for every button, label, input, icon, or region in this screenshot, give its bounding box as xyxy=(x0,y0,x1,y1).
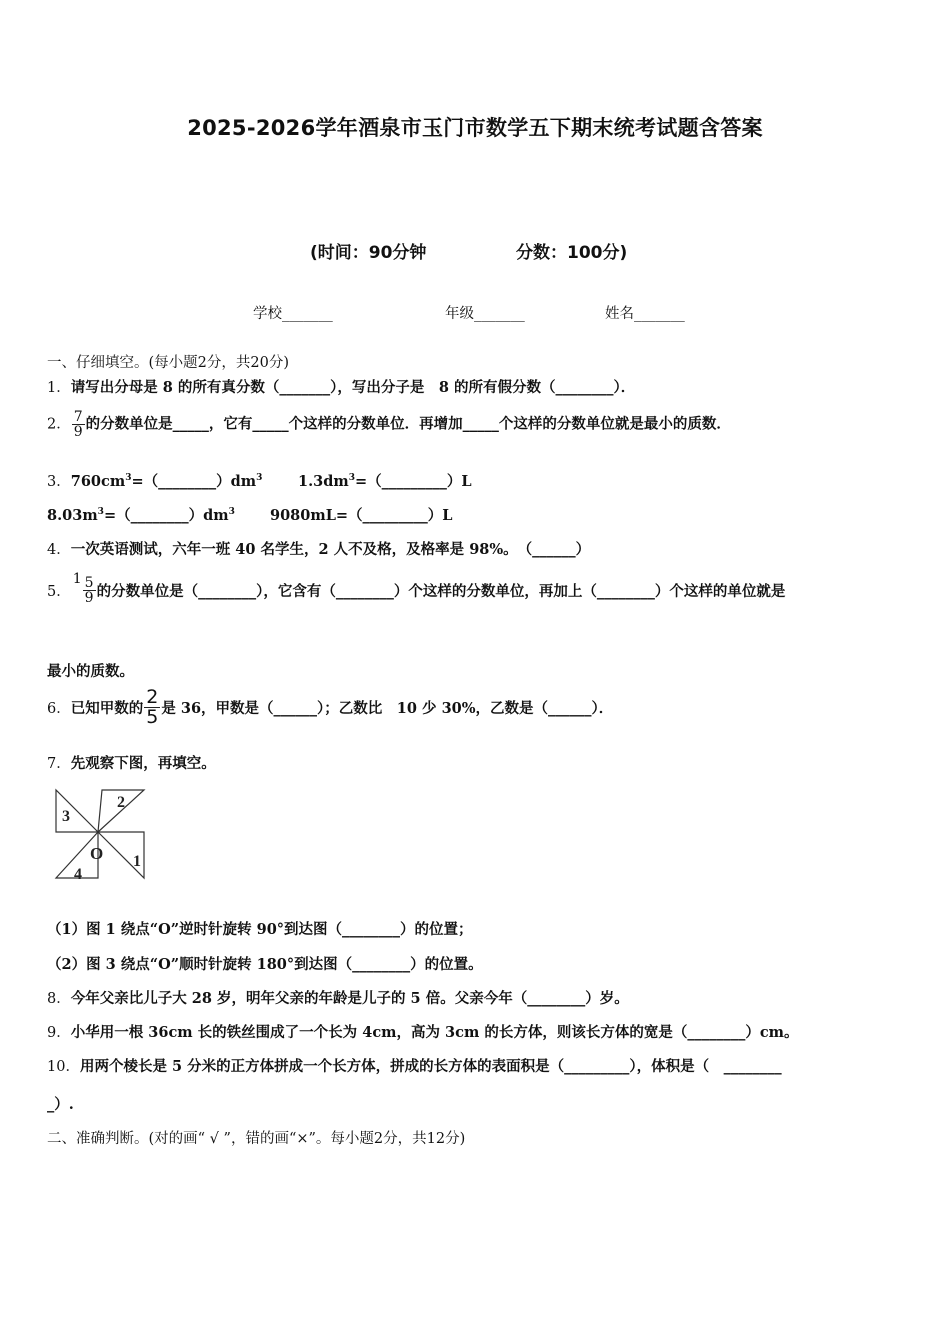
question-7-part-2: （2）图 3 绕点“O”顺时针旋转 180°到达图（________）的位置。 xyxy=(47,956,483,973)
question-3-row-2b xyxy=(270,504,453,525)
question-2 xyxy=(47,410,731,439)
question-number: 10． xyxy=(47,1059,80,1075)
question-text: 小华用一根 36cm 长的铁丝围成了一个长为 4cm，高为 3cm 的长方体，则该长方体的宽是（________）cm。 xyxy=(70,1024,799,1041)
question-text: 先观察下图，再填空。 xyxy=(70,755,216,772)
page-title: 2025-2026学年酒泉市玉门市数学五下期末统考试题含答案 xyxy=(187,116,763,140)
unit-conversion-a: 760cm xyxy=(70,473,126,490)
question-9 xyxy=(47,1021,799,1042)
question-3-row-2 xyxy=(47,504,235,525)
question-text: 一次英语测试，六年一班 40 名学生，2 人不及格，及格率是 98%。 （______） xyxy=(70,541,591,558)
question-3-row-1b xyxy=(298,470,472,491)
question-4 xyxy=(47,538,590,559)
question-number: 7． xyxy=(47,756,71,772)
rotation-figure xyxy=(52,786,150,886)
question-text: 的分数单位是（________），它含有（________）个这样的分数单位，再加上（________）个这样的单位就是 xyxy=(96,583,786,600)
question-text: 请写出分母是 8 的所有真分数（_______），写出分子是 8 的所有假分数（________）． xyxy=(70,379,636,396)
mixed-number-whole: 1 xyxy=(72,570,82,587)
question-10 xyxy=(47,1055,782,1076)
figure-label-2: 2 xyxy=(117,794,125,811)
unit-conversion-b-answer: =（_________）L xyxy=(354,473,472,490)
unit-conversion-d: 9080mL=（_________）L xyxy=(270,507,453,524)
figure-label-3: 3 xyxy=(62,808,70,825)
cube-superscript: 3 xyxy=(348,473,355,484)
question-number: 8． xyxy=(47,991,71,1007)
question-number: 2． xyxy=(47,416,71,433)
question-7 xyxy=(47,752,216,773)
fraction-numerator: 2 xyxy=(146,686,159,708)
question-8 xyxy=(47,987,629,1008)
question-6 xyxy=(47,688,613,727)
fraction-denominator: 9 xyxy=(73,424,83,440)
fraction-denominator: 5 xyxy=(146,706,159,728)
fraction xyxy=(144,688,160,727)
section2-heading: 二、准确判断。(对的画“ √ ”，错的画“×”。每小题2分，共12分) xyxy=(47,1131,466,1147)
question-number: 5． xyxy=(47,584,71,600)
figure-label-1: 1 xyxy=(133,853,141,870)
figure-center-o: O xyxy=(90,844,104,863)
question-number: 1． xyxy=(47,380,71,396)
time-limit: (时间：90分钟 xyxy=(310,243,427,263)
question-text: 是 36，甲数是（______）；乙数比 10 少 30%，乙数是（______）． xyxy=(161,700,614,717)
question-number: 9． xyxy=(47,1025,71,1041)
fraction xyxy=(83,576,96,605)
cube-superscript: 3 xyxy=(256,473,263,484)
fraction xyxy=(72,410,85,439)
name-field[interactable]: 姓名_______ xyxy=(605,306,685,322)
figure-label-4: 4 xyxy=(74,866,82,883)
question-3-row-1 xyxy=(47,470,262,491)
fraction-denominator: 9 xyxy=(84,590,94,606)
school-field[interactable]: 学校_______ xyxy=(253,306,333,322)
question-7-part-1: （1）图 1 绕点“O”逆时针旋转 90°到达图（________）的位置； xyxy=(47,921,473,938)
question-text: 的分数单位是_____，它有_____个这样的分数单位．再增加_____个这样的分数单位就是最小的质数． xyxy=(85,415,731,433)
cube-superscript: 3 xyxy=(97,507,104,518)
question-5 xyxy=(47,570,786,606)
unit-conversion-b: 1.3dm xyxy=(298,473,349,490)
question-10-continued: _）. xyxy=(47,1096,74,1113)
fraction-numerator: 7 xyxy=(73,409,83,425)
question-1 xyxy=(47,376,635,397)
cube-superscript: 3 xyxy=(125,473,132,484)
question-number: 3． xyxy=(47,474,71,490)
question-text: 用两个棱长是 5 分米的正方体拼成一个长方体，拼成的长方体的表面积是（_________），体积是（ ________ xyxy=(79,1058,782,1075)
section1-heading: 一、仔细填空。(每小题2分，共20分) xyxy=(47,355,289,371)
fraction-numerator: 5 xyxy=(84,575,94,591)
question-text-prefix: 已知甲数的 xyxy=(70,700,144,717)
unit-conversion-a-answer: =（________）dm xyxy=(131,473,257,490)
cube-superscript: 3 xyxy=(228,507,235,518)
question-5-continued: 最小的质数。 xyxy=(47,663,134,680)
total-score: 分数：100分) xyxy=(516,243,628,263)
grade-field[interactable]: 年级_______ xyxy=(445,306,525,322)
question-text: 今年父亲比儿子大 28 岁，明年父亲的年龄是儿子的 5 倍。父亲今年（________）岁。 xyxy=(70,990,629,1007)
question-number: 6． xyxy=(47,701,71,717)
question-number: 4． xyxy=(47,542,71,558)
unit-conversion-c-answer: =（________）dm xyxy=(103,507,229,524)
unit-conversion-c: 8.03m xyxy=(47,507,98,524)
